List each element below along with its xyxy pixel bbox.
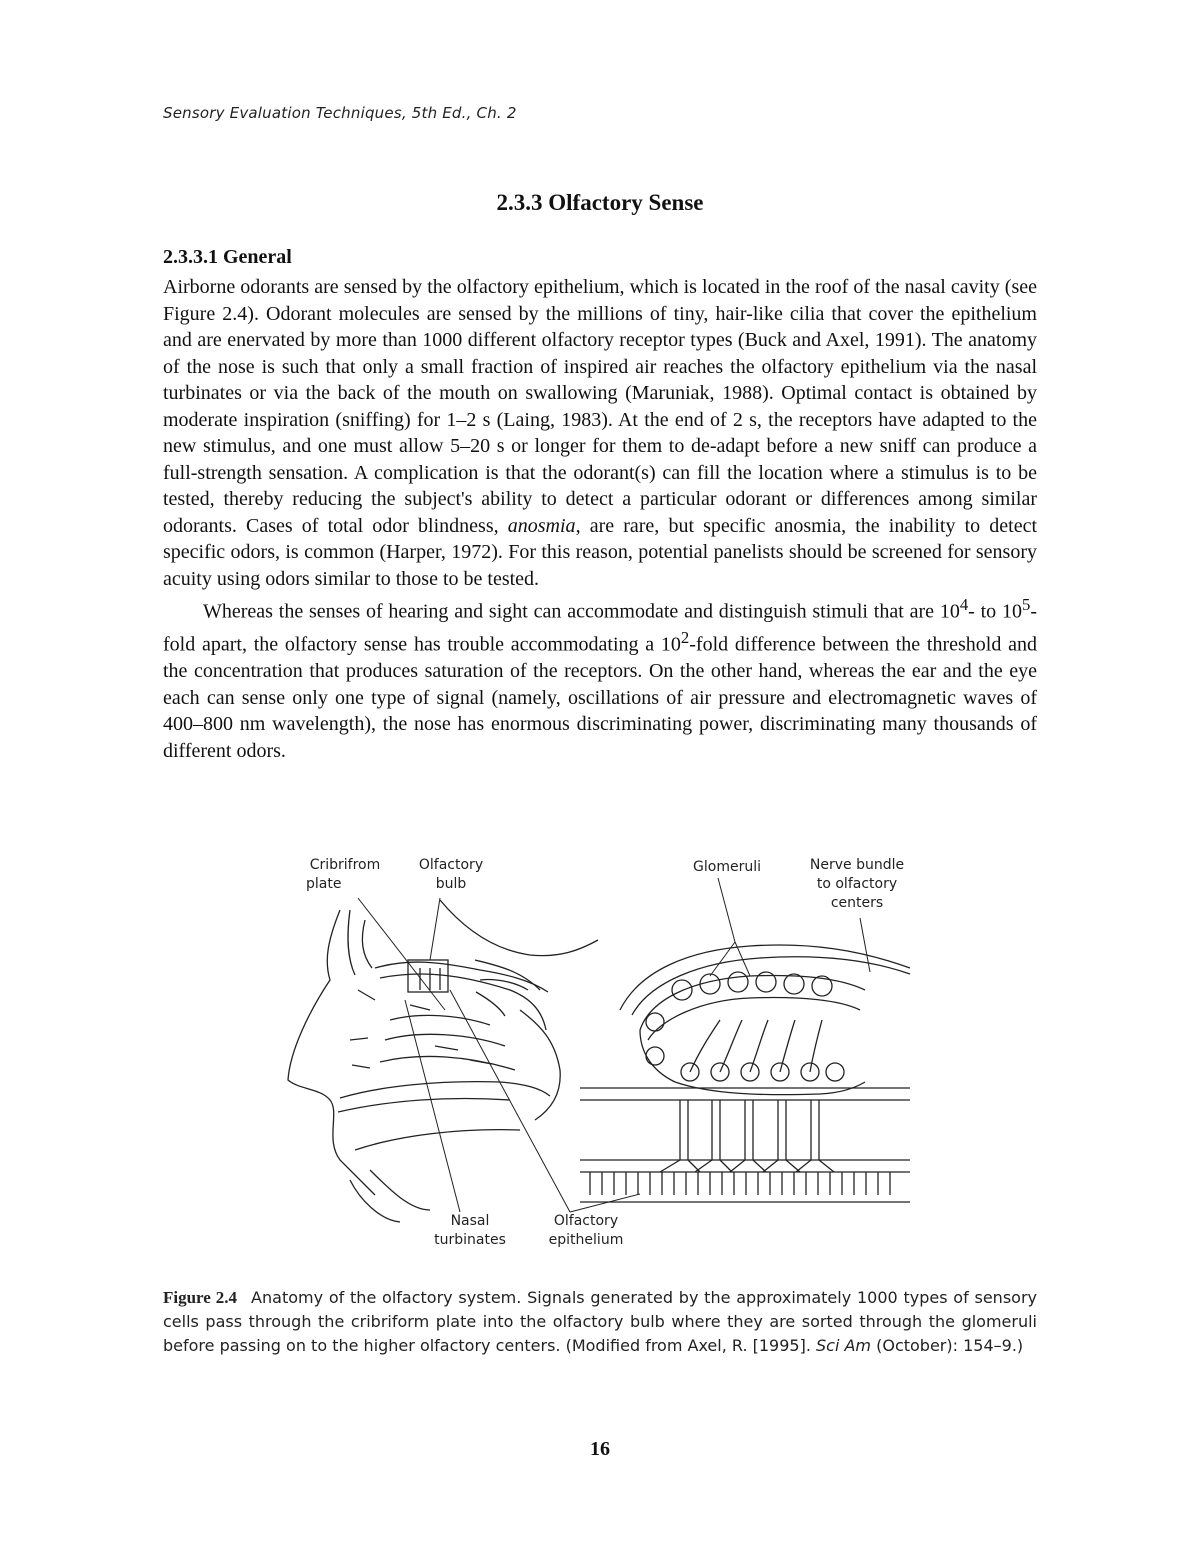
- paragraph-2: [163, 592, 1037, 764]
- label-nerve-bundle-line-3: centers: [830, 895, 884, 911]
- label-glomeruli-line-1: Glomeruli: [693, 859, 761, 875]
- label-cribriform-plate: [300, 856, 390, 894]
- subsection-title: 2.3.3.1 General: [163, 246, 292, 268]
- anosmia-term: anosmia: [507, 514, 576, 537]
- label-cribriform-plate-line-2: plate: [306, 876, 342, 892]
- label-olfactory-epithelium: [536, 1212, 636, 1250]
- caption-text: Anatomy of the olfactory system. Signals generated by the approximately 1000 types of sensory cells pass through the cribriform plate into the olfactory bulb where they are sorted through the glomeruli before passing on to the higher olfactory centers. (Modified from Axel, R. [1995].: [163, 1288, 1037, 1355]
- label-olfactory-bulb: [406, 856, 496, 894]
- figure-number: Figure 2.4: [163, 1288, 238, 1307]
- running-head: Sensory Evaluation Techniques, 5th Ed., Ch. 2: [163, 104, 517, 122]
- label-nasal-turbinates-line-2: turbinates: [434, 1232, 506, 1248]
- label-nerve-bundle: [798, 856, 916, 913]
- label-nerve-bundle-line-1: Nerve bundle: [809, 857, 905, 873]
- label-nerve-bundle-line-2: to olfactory: [816, 876, 898, 892]
- label-glomeruli: [672, 858, 782, 877]
- exponent-3: 2: [680, 628, 690, 648]
- label-cribriform-plate-line-1: Cribrifrom: [309, 857, 381, 873]
- nasal-cavity-drawing: [288, 900, 598, 1222]
- exponent-1: 4: [959, 595, 969, 614]
- exponent-2: 5: [1022, 595, 1031, 614]
- olfactory-bulb-detail-drawing: [580, 945, 910, 1202]
- section-title: 2.3.3 Olfactory Sense: [496, 190, 704, 215]
- label-olfactory-epithelium-line-2: epithelium: [548, 1232, 624, 1248]
- body-text: [163, 274, 1037, 764]
- label-nasal-turbinates-line-1: Nasal: [450, 1213, 490, 1229]
- paragraph-2-part-b: - to 10: [968, 600, 1022, 623]
- paragraph-1-text: Airborne odorants are sensed by the olfactory epithelium, which is located in the roof of the nasal cavity (see Figure 2.4). Odorant molecules are sensed by the millions of tiny, hair-like cilia that cover the epithelium and are enervated by more than 1000 different olfactory receptor types (Buck and Axel, 1991). The anatomy of the nose is such that only a small fraction of inspired air reaches the olfactory epithelium via the nasal turbinates or via the back of the mouth on swallowing (Maruniak, 1988). Optimal contact is obtained by moderate inspiration (sniffing) for 1–2 s (Laing, 1983). At the end of 2 s, the receptors have adapted to the new stimulus, and one must allow 5–20 s or longer for them to de-adapt before a new sniff can produce a full-strength sensation. A complication is that the odorant(s) can fill the location where a stimulus is to be tested, thereby reducing the subject's ability to detect a particular odorant or differences among similar odorants. Cases of total odor blindness,: [163, 276, 1037, 537]
- page-number: 16: [590, 1438, 610, 1460]
- paragraph-2-part-a: Whereas the senses of hearing and sight can accommodate and distinguish stimuli that are 10: [203, 600, 960, 623]
- caption-journal: Sci Am: [816, 1336, 872, 1355]
- label-olfactory-bulb-line-2: bulb: [435, 876, 467, 892]
- label-olfactory-epithelium-line-1: Olfactory: [553, 1213, 619, 1229]
- label-nasal-turbinates: [425, 1212, 515, 1250]
- caption-citation: (October): 154–9.): [876, 1336, 1024, 1355]
- paragraph-2-part-c: -fold apart, the olfactory sense has trouble accommodating a 10: [163, 600, 1037, 656]
- figure-caption: [163, 1286, 1037, 1358]
- olfactory-anatomy-figure: [280, 850, 920, 1260]
- paragraph-1: [163, 274, 1037, 592]
- paragraph-1-end: , are rare, but specific anosmia, the inability to detect specific odors, is common (Harper, 1972). For this reason, potential panelists should be screened for sensory acuity using odors similar to those to be tested.: [163, 514, 1038, 590]
- label-olfactory-bulb-line-1: Olfactory: [418, 857, 484, 873]
- paragraph-2-part-d: -fold difference between the threshold and the concentration that produces saturation of the receptors. On the other hand, whereas the ear and the eye each can sense only one type of signal (namely, oscillations of air pressure and electromagnetic waves of 400–800 nm wavelength), the nose has enormous discriminating power, discriminating many thousands of different odors.: [163, 633, 1037, 762]
- label-pointer-lines: [358, 878, 870, 1212]
